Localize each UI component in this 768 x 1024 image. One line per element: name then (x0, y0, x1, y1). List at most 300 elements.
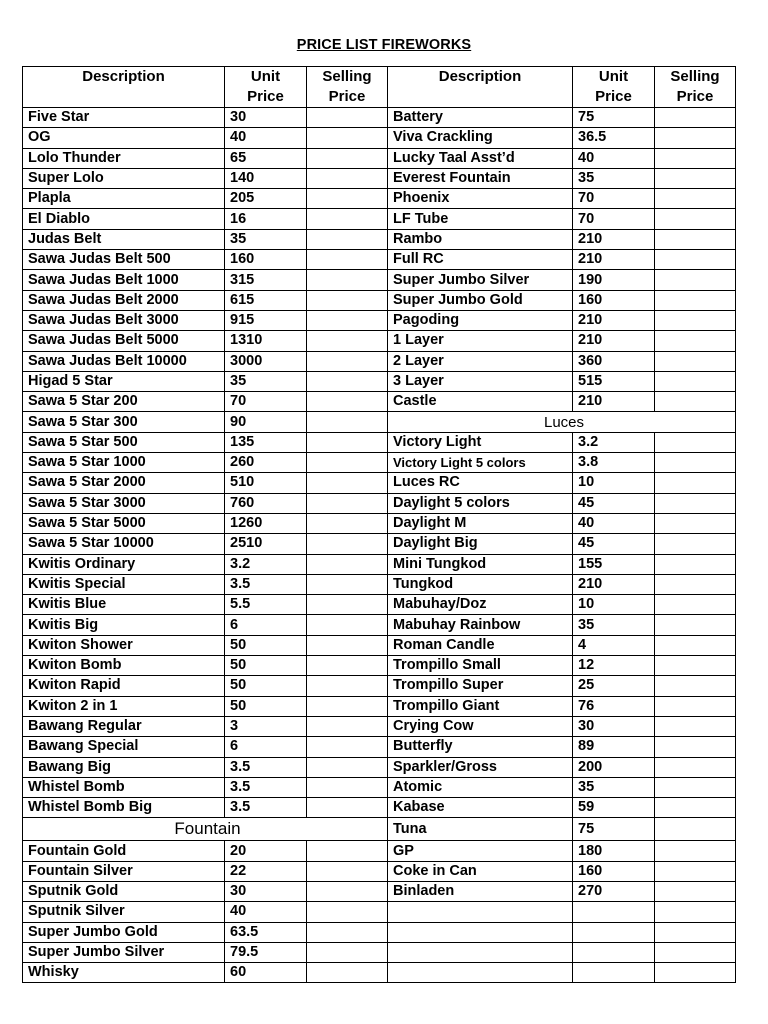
item-description: Full RC (388, 250, 573, 270)
item-selling-price (307, 737, 388, 757)
item-description: Sputnik Silver (23, 902, 225, 922)
item-unit-price: 160 (573, 290, 655, 310)
item-selling-price (307, 493, 388, 513)
item-selling-price (307, 676, 388, 696)
header-selling-price-left: Selling Price (307, 67, 388, 108)
item-selling-price (655, 595, 736, 615)
item-selling-price (655, 189, 736, 209)
item-unit-price: 140 (225, 168, 307, 188)
item-description: Sawa 5 Star 200 (23, 392, 225, 412)
item-description: Super Jumbo Silver (388, 270, 573, 290)
table-row (23, 250, 736, 270)
item-description: 2 Layer (388, 351, 573, 371)
item-selling-price (307, 777, 388, 797)
item-description: Kwitis Blue (23, 595, 225, 615)
item-selling-price (307, 861, 388, 881)
item-description: Rambo (388, 229, 573, 249)
item-selling-price (307, 798, 388, 818)
item-selling-price (307, 108, 388, 128)
item-selling-price (655, 696, 736, 716)
table-row (23, 656, 736, 676)
item-unit-price: 70 (573, 189, 655, 209)
item-selling-price (307, 696, 388, 716)
item-description: Kwiton Bomb (23, 656, 225, 676)
item-unit-price: 1310 (225, 331, 307, 351)
item-unit-price: 260 (225, 453, 307, 473)
table-row (23, 595, 736, 615)
table-row (23, 392, 736, 412)
item-selling-price (655, 432, 736, 452)
item-unit-price: 20 (225, 841, 307, 861)
item-unit-price: 35 (225, 229, 307, 249)
item-selling-price (307, 351, 388, 371)
item-unit-price: 3.2 (225, 554, 307, 574)
item-unit-price: 315 (225, 270, 307, 290)
item-description: Super Jumbo Silver (23, 942, 225, 962)
item-description: Daylight Big (388, 534, 573, 554)
item-selling-price (655, 513, 736, 533)
item-description: Mabuhay/Doz (388, 595, 573, 615)
table-row (23, 841, 736, 861)
item-unit-price: 615 (225, 290, 307, 310)
table-row (23, 574, 736, 594)
item-selling-price (307, 534, 388, 554)
section-header: Fountain (23, 818, 388, 841)
item-description: Viva Crackling (388, 128, 573, 148)
item-selling-price (307, 757, 388, 777)
item-selling-price (655, 861, 736, 881)
item-description: Sawa 5 Star 5000 (23, 513, 225, 533)
item-description: Castle (388, 392, 573, 412)
item-selling-price (655, 902, 736, 922)
item-description: Sawa Judas Belt 2000 (23, 290, 225, 310)
item-selling-price (307, 841, 388, 861)
item-selling-price (307, 922, 388, 942)
item-selling-price (655, 392, 736, 412)
item-selling-price (307, 881, 388, 901)
table-row (23, 881, 736, 901)
item-selling-price (307, 270, 388, 290)
item-unit-price: 5.5 (225, 595, 307, 615)
item-unit-price: 760 (225, 493, 307, 513)
item-description: Sawa 5 Star 10000 (23, 534, 225, 554)
item-selling-price (655, 676, 736, 696)
item-description: Victory Light (388, 432, 573, 452)
table-row (23, 716, 736, 736)
item-description: Kwitis Special (23, 574, 225, 594)
item-unit-price: 75 (573, 818, 655, 841)
item-description (388, 942, 573, 962)
item-unit-price: 135 (225, 432, 307, 452)
item-description: Kwitis Ordinary (23, 554, 225, 574)
item-description: Whistel Bomb Big (23, 798, 225, 818)
item-unit-price: 35 (573, 168, 655, 188)
table-row (23, 615, 736, 635)
item-selling-price (307, 371, 388, 391)
item-description: Roman Candle (388, 635, 573, 655)
header-unit-price-right: Unit Price (573, 67, 655, 108)
item-selling-price (655, 922, 736, 942)
item-selling-price (655, 493, 736, 513)
table-row (23, 290, 736, 310)
item-selling-price (655, 168, 736, 188)
item-selling-price (655, 737, 736, 757)
table-row (23, 798, 736, 818)
item-unit-price: 3.5 (225, 777, 307, 797)
item-selling-price (307, 902, 388, 922)
item-unit-price: 35 (573, 777, 655, 797)
table-row (23, 777, 736, 797)
table-row (23, 331, 736, 351)
item-unit-price: 3.5 (225, 798, 307, 818)
item-selling-price (307, 963, 388, 983)
item-selling-price (655, 229, 736, 249)
item-selling-price (307, 595, 388, 615)
item-selling-price (307, 209, 388, 229)
item-unit-price: 50 (225, 696, 307, 716)
item-unit-price: 10 (573, 595, 655, 615)
item-selling-price (307, 189, 388, 209)
item-unit-price: 4 (573, 635, 655, 655)
item-unit-price: 30 (225, 881, 307, 901)
item-selling-price (655, 371, 736, 391)
item-description: Mabuhay Rainbow (388, 615, 573, 635)
item-unit-price: 59 (573, 798, 655, 818)
table-row (23, 209, 736, 229)
item-selling-price (655, 798, 736, 818)
item-description: Sputnik Gold (23, 881, 225, 901)
item-selling-price (655, 351, 736, 371)
item-unit-price: 210 (573, 310, 655, 330)
price-table (22, 66, 736, 983)
item-description: Battery (388, 108, 573, 128)
item-description: Super Jumbo Gold (388, 290, 573, 310)
item-description: Sawa 5 Star 1000 (23, 453, 225, 473)
item-description: 3 Layer (388, 371, 573, 391)
item-selling-price (307, 574, 388, 594)
item-selling-price (307, 615, 388, 635)
item-unit-price: 160 (225, 250, 307, 270)
item-description: Tungkod (388, 574, 573, 594)
item-description: Daylight M (388, 513, 573, 533)
item-selling-price (655, 716, 736, 736)
item-description: Kabase (388, 798, 573, 818)
item-unit-price: 3000 (225, 351, 307, 371)
item-description: GP (388, 841, 573, 861)
item-description: Lolo Thunder (23, 148, 225, 168)
table-row (23, 676, 736, 696)
item-selling-price (655, 615, 736, 635)
item-description: Victory Light 5 colors (388, 453, 573, 473)
item-selling-price (307, 392, 388, 412)
item-unit-price: 190 (573, 270, 655, 290)
header-row (23, 67, 736, 108)
item-description: Coke in Can (388, 861, 573, 881)
item-description: Five Star (23, 108, 225, 128)
item-description: Higad 5 Star (23, 371, 225, 391)
item-selling-price (655, 250, 736, 270)
item-unit-price: 45 (573, 534, 655, 554)
item-description: Sawa Judas Belt 1000 (23, 270, 225, 290)
item-selling-price (655, 942, 736, 962)
item-unit-price: 25 (573, 676, 655, 696)
item-unit-price: 180 (573, 841, 655, 861)
item-selling-price (655, 209, 736, 229)
item-unit-price: 30 (573, 716, 655, 736)
item-selling-price (655, 777, 736, 797)
item-unit-price: 915 (225, 310, 307, 330)
item-unit-price: 6 (225, 737, 307, 757)
item-selling-price (655, 108, 736, 128)
item-selling-price (307, 310, 388, 330)
item-selling-price (655, 818, 736, 841)
item-unit-price: 6 (225, 615, 307, 635)
item-unit-price: 515 (573, 371, 655, 391)
table-row (23, 189, 736, 209)
item-unit-price: 40 (573, 148, 655, 168)
item-description: Crying Cow (388, 716, 573, 736)
item-selling-price (307, 453, 388, 473)
table-row (23, 534, 736, 554)
item-unit-price: 50 (225, 635, 307, 655)
table-row (23, 229, 736, 249)
table-row (23, 737, 736, 757)
table-row (23, 696, 736, 716)
item-unit-price: 3 (225, 716, 307, 736)
table-row (23, 270, 736, 290)
item-description: Atomic (388, 777, 573, 797)
item-unit-price: 76 (573, 696, 655, 716)
item-unit-price: 40 (225, 902, 307, 922)
item-unit-price: 40 (225, 128, 307, 148)
item-selling-price (655, 554, 736, 574)
item-unit-price: 22 (225, 861, 307, 881)
item-selling-price (655, 331, 736, 351)
item-unit-price: 210 (573, 574, 655, 594)
item-unit-price: 65 (225, 148, 307, 168)
item-selling-price (655, 963, 736, 983)
item-description: Trompillo Small (388, 656, 573, 676)
item-selling-price (655, 574, 736, 594)
table-row (23, 128, 736, 148)
item-description: OG (23, 128, 225, 148)
item-unit-price: 3.8 (573, 453, 655, 473)
table-row (23, 757, 736, 777)
table-row (23, 310, 736, 330)
item-selling-price (655, 473, 736, 493)
item-selling-price (307, 229, 388, 249)
item-description: Kwiton 2 in 1 (23, 696, 225, 716)
item-selling-price (655, 841, 736, 861)
item-unit-price: 160 (573, 861, 655, 881)
item-unit-price: 63.5 (225, 922, 307, 942)
item-unit-price: 70 (573, 209, 655, 229)
item-description: Judas Belt (23, 229, 225, 249)
item-unit-price: 210 (573, 250, 655, 270)
item-description: LF Tube (388, 209, 573, 229)
item-description (388, 902, 573, 922)
item-unit-price: 210 (573, 229, 655, 249)
item-selling-price (655, 148, 736, 168)
table-row (23, 922, 736, 942)
item-description: Butterfly (388, 737, 573, 757)
table-row (23, 513, 736, 533)
section-header: Luces (388, 412, 736, 432)
item-unit-price: 70 (225, 392, 307, 412)
item-unit-price (573, 942, 655, 962)
item-unit-price: 210 (573, 392, 655, 412)
item-description: Daylight 5 colors (388, 493, 573, 513)
item-description: Sawa 5 Star 500 (23, 432, 225, 452)
page-title: PRICE LIST FIREWORKS (296, 37, 472, 53)
item-unit-price: 89 (573, 737, 655, 757)
table-row (23, 371, 736, 391)
item-unit-price: 16 (225, 209, 307, 229)
item-selling-price (307, 432, 388, 452)
table-row (23, 902, 736, 922)
item-unit-price: 50 (225, 676, 307, 696)
item-description: Trompillo Giant (388, 696, 573, 716)
item-selling-price (655, 656, 736, 676)
item-selling-price (307, 656, 388, 676)
item-description: Sawa Judas Belt 10000 (23, 351, 225, 371)
item-selling-price (655, 453, 736, 473)
table-row (23, 473, 736, 493)
item-description: Fountain Gold (23, 841, 225, 861)
item-description: Fountain Silver (23, 861, 225, 881)
item-description: Everest Fountain (388, 168, 573, 188)
item-unit-price: 3.5 (225, 574, 307, 594)
item-unit-price: 75 (573, 108, 655, 128)
item-description: Super Lolo (23, 168, 225, 188)
table-row (23, 148, 736, 168)
item-unit-price: 30 (225, 108, 307, 128)
table-row (23, 635, 736, 655)
item-description: Trompillo Super (388, 676, 573, 696)
item-description: Luces RC (388, 473, 573, 493)
item-selling-price (655, 881, 736, 901)
table-row (23, 453, 736, 473)
item-unit-price (573, 922, 655, 942)
item-description: Pagoding (388, 310, 573, 330)
item-unit-price: 1260 (225, 513, 307, 533)
table-row (23, 861, 736, 881)
item-unit-price: 35 (225, 371, 307, 391)
item-selling-price (307, 554, 388, 574)
item-unit-price: 3.5 (225, 757, 307, 777)
item-description: Phoenix (388, 189, 573, 209)
item-unit-price: 3.2 (573, 432, 655, 452)
item-description: Tuna (388, 818, 573, 841)
item-description: Kwiton Shower (23, 635, 225, 655)
table-row (23, 554, 736, 574)
item-selling-price (655, 128, 736, 148)
item-unit-price: 45 (573, 493, 655, 513)
item-unit-price: 200 (573, 757, 655, 777)
item-description: Kwitis Big (23, 615, 225, 635)
item-unit-price: 90 (225, 412, 307, 432)
header-description-left: Description (23, 67, 225, 108)
item-unit-price: 360 (573, 351, 655, 371)
item-description: Bawang Big (23, 757, 225, 777)
item-selling-price (655, 534, 736, 554)
item-unit-price: 50 (225, 656, 307, 676)
item-unit-price: 510 (225, 473, 307, 493)
item-description: El Diablo (23, 209, 225, 229)
item-unit-price: 79.5 (225, 942, 307, 962)
item-description: Bawang Special (23, 737, 225, 757)
item-unit-price: 10 (573, 473, 655, 493)
item-unit-price: 60 (225, 963, 307, 983)
table-row (23, 493, 736, 513)
item-description: Kwiton Rapid (23, 676, 225, 696)
item-selling-price (655, 310, 736, 330)
item-selling-price (307, 331, 388, 351)
item-selling-price (655, 290, 736, 310)
item-description: Bawang Regular (23, 716, 225, 736)
item-description: Sawa Judas Belt 5000 (23, 331, 225, 351)
item-description: Whisky (23, 963, 225, 983)
item-unit-price: 2510 (225, 534, 307, 554)
item-selling-price (307, 250, 388, 270)
item-description: Mini Tungkod (388, 554, 573, 574)
table-row (23, 942, 736, 962)
item-description: 1 Layer (388, 331, 573, 351)
item-description: Plapla (23, 189, 225, 209)
item-selling-price (655, 270, 736, 290)
item-description: Sparkler/Gross (388, 757, 573, 777)
table-row (23, 412, 736, 432)
item-selling-price (307, 473, 388, 493)
item-unit-price: 35 (573, 615, 655, 635)
item-selling-price (307, 635, 388, 655)
item-unit-price (573, 902, 655, 922)
item-selling-price (307, 128, 388, 148)
item-description: Sawa Judas Belt 500 (23, 250, 225, 270)
item-unit-price: 205 (225, 189, 307, 209)
item-selling-price (655, 635, 736, 655)
table-row (23, 963, 736, 983)
item-unit-price: 270 (573, 881, 655, 901)
item-unit-price: 40 (573, 513, 655, 533)
item-unit-price: 36.5 (573, 128, 655, 148)
table-row (23, 818, 736, 841)
item-description: Sawa 5 Star 3000 (23, 493, 225, 513)
item-selling-price (307, 148, 388, 168)
item-description: Super Jumbo Gold (23, 922, 225, 942)
item-description (388, 922, 573, 942)
table-row (23, 108, 736, 128)
item-description (388, 963, 573, 983)
item-description: Lucky Taal Asst’d (388, 148, 573, 168)
item-selling-price (307, 716, 388, 736)
item-description: Binladen (388, 881, 573, 901)
item-selling-price (655, 757, 736, 777)
table-row (23, 168, 736, 188)
item-description: Whistel Bomb (23, 777, 225, 797)
item-unit-price: 210 (573, 331, 655, 351)
item-description: Sawa 5 Star 2000 (23, 473, 225, 493)
table-row (23, 432, 736, 452)
item-selling-price (307, 942, 388, 962)
item-unit-price (573, 963, 655, 983)
item-description: Sawa Judas Belt 3000 (23, 310, 225, 330)
item-selling-price (307, 513, 388, 533)
item-unit-price: 12 (573, 656, 655, 676)
header-selling-price-right: Selling Price (655, 67, 736, 108)
header-unit-price-left: Unit Price (225, 67, 307, 108)
item-description: Sawa 5 Star 300 (23, 412, 225, 432)
